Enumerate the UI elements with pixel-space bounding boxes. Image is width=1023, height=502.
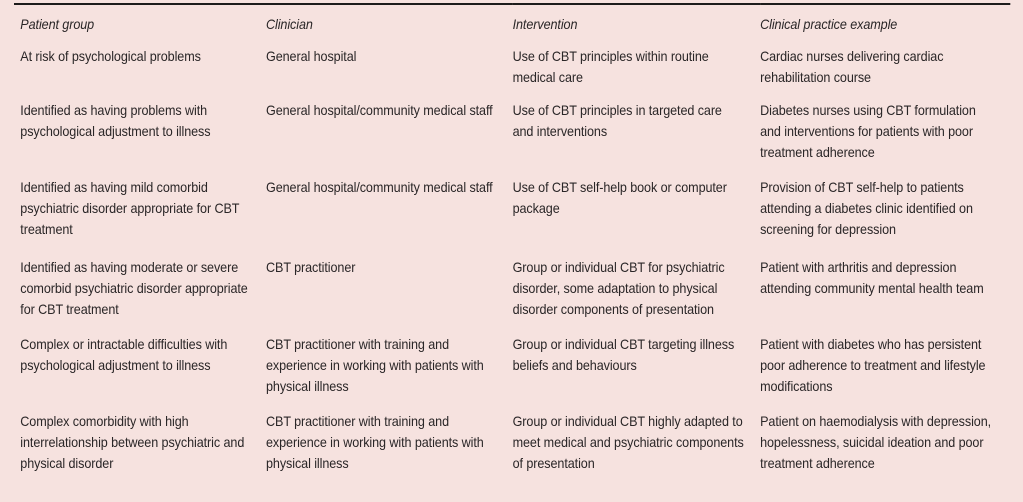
table-cell-example: Cardiac nurses delivering cardiac rehabilitation course xyxy=(760,48,944,85)
table-cell-patient-group: Complex comorbidity with high interrelationship between psychiatric and physical disorder xyxy=(20,413,245,471)
table-cell-clinician: CBT practitioner with training and experience in working with patients with physical illness xyxy=(266,413,484,471)
table-cell-clinician: General hospital/community medical staff xyxy=(266,102,493,118)
table-cell-example: Patient on haemodialysis with depression, hopelessness, suicidal ideation and poor treatment adherence xyxy=(760,413,992,471)
table-cell-patient-group: Identified as having moderate or severe comorbid psychiatric disorder appropriate for CBT treatment xyxy=(20,259,248,317)
table-cell-patient-group: Identified as having problems with psychological adjustment to illness xyxy=(20,102,211,139)
table-cell-example: Diabetes nurses using CBT formulation and interventions for patients with poor treatment adherence xyxy=(760,102,976,160)
table-cell-intervention: Use of CBT self-help book or computer package xyxy=(512,179,727,216)
table-row xyxy=(14,257,1010,334)
table-row xyxy=(14,334,1010,411)
table-cell-patient-group: Complex or intractable difficulties with psychological adjustment to illness xyxy=(20,336,228,373)
table-cell-clinician: CBT practitioner with training and experience in working with patients with physical illness xyxy=(266,336,484,394)
table-cell-intervention: Use of CBT principles in targeted care and interventions xyxy=(512,102,722,139)
table-cell-intervention: Group or individual CBT highly adapted to meet medical and psychiatric components of presentation xyxy=(512,413,744,471)
cbt-stepped-care-table xyxy=(14,3,1010,498)
table-cell-example: Patient with diabetes who has persistent poor adherence to treatment and lifestyle modifications xyxy=(760,336,986,394)
column-header-clinical-practice-example: Clinical practice example xyxy=(760,16,898,32)
table-row xyxy=(14,177,1010,257)
table-cell-patient-group: At risk of psychological problems xyxy=(20,48,201,64)
column-header-patient-group: Patient group xyxy=(20,16,95,32)
table-cell-patient-group: Identified as having mild comorbid psychiatric disorder appropriate for CBT treatment xyxy=(20,179,240,237)
table-body xyxy=(14,46,1010,498)
table-row xyxy=(14,411,1010,498)
column-header-clinician: Clinician xyxy=(266,16,313,32)
table-cell-clinician: General hospital/community medical staff xyxy=(266,179,493,195)
table-cell-clinician: General hospital xyxy=(266,48,357,64)
column-header-intervention: Intervention xyxy=(512,16,578,32)
header-row xyxy=(14,4,1010,46)
table-row xyxy=(14,46,1010,100)
table-cell-intervention: Use of CBT principles within routine medical care xyxy=(512,48,709,85)
table-row xyxy=(14,100,1010,177)
table-cell-example: Patient with arthritis and depression attending community mental health team xyxy=(760,259,984,296)
table-cell-intervention: Group or individual CBT for psychiatric disorder, some adaptation to physical disorder components of presentation xyxy=(512,259,725,317)
table-cell-intervention: Group or individual CBT targeting illness beliefs and behaviours xyxy=(512,336,735,373)
table-container xyxy=(14,3,1010,498)
table-cell-example: Provision of CBT self-help to patients attending a diabetes clinic identified on screening for depression xyxy=(760,179,973,237)
condensed-type-scaler xyxy=(14,3,1010,498)
table-cell-clinician: CBT practitioner xyxy=(266,259,356,275)
